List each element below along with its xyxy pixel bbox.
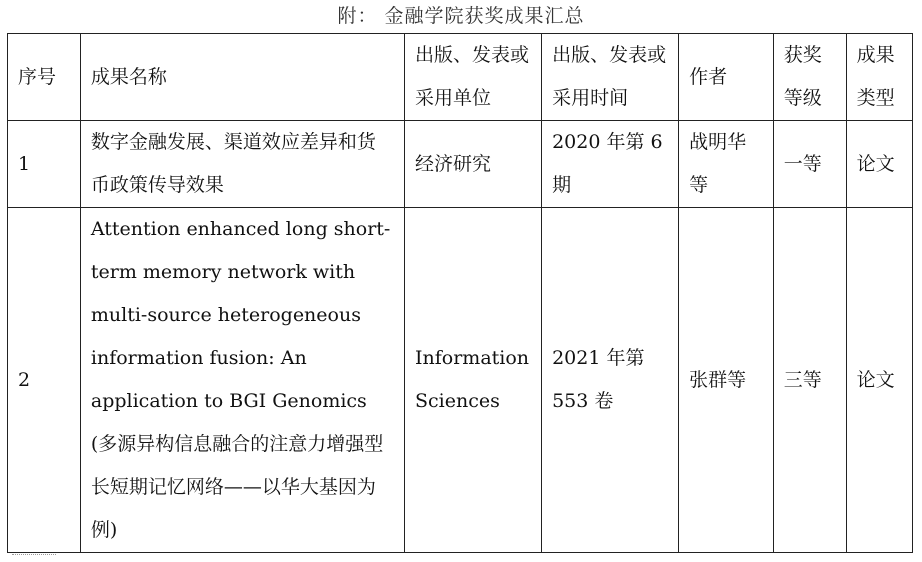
cell-name: 数字金融发展、渠道效应差异和货币政策传导效果 <box>80 121 404 208</box>
cell-author: 战明华等 <box>679 121 774 208</box>
header-time: 出版、发表或采用时间 <box>542 34 679 121</box>
page-title: 附： 金融学院获奖成果汇总 <box>337 5 585 27</box>
table-header-row <box>8 34 913 121</box>
awards-table <box>7 33 913 553</box>
cell-no: 1 <box>8 121 81 208</box>
table-row <box>8 208 913 553</box>
header-no: 序号 <box>8 34 81 121</box>
cell-time: 2020 年第 6 期 <box>542 121 679 208</box>
cell-type: 论文 <box>846 121 912 208</box>
table-row <box>8 121 913 208</box>
cell-no: 2 <box>8 208 81 553</box>
page-edge-mark <box>12 554 56 561</box>
header-type: 成果类型 <box>846 34 912 121</box>
cell-author: 张群等 <box>679 208 774 553</box>
cell-level: 一等 <box>773 121 846 208</box>
header-author: 作者 <box>679 34 774 121</box>
cell-type: 论文 <box>846 208 912 553</box>
cell-level: 三等 <box>773 208 846 553</box>
header-publisher: 出版、发表或采用单位 <box>405 34 542 121</box>
header-level: 获奖等级 <box>773 34 846 121</box>
cell-time: 2021 年第 553 卷 <box>542 208 679 553</box>
header-name: 成果名称 <box>80 34 404 121</box>
cell-publisher: 经济研究 <box>405 121 542 208</box>
cell-publisher: Information Sciences <box>405 208 542 553</box>
cell-name: Attention enhanced long short-term memory network with multi-source heterogeneous information fusion: An application to BGI Genomics (多源异构信息融合的注意力增强型长短期记忆网络——以华大基因为例) <box>80 208 404 553</box>
